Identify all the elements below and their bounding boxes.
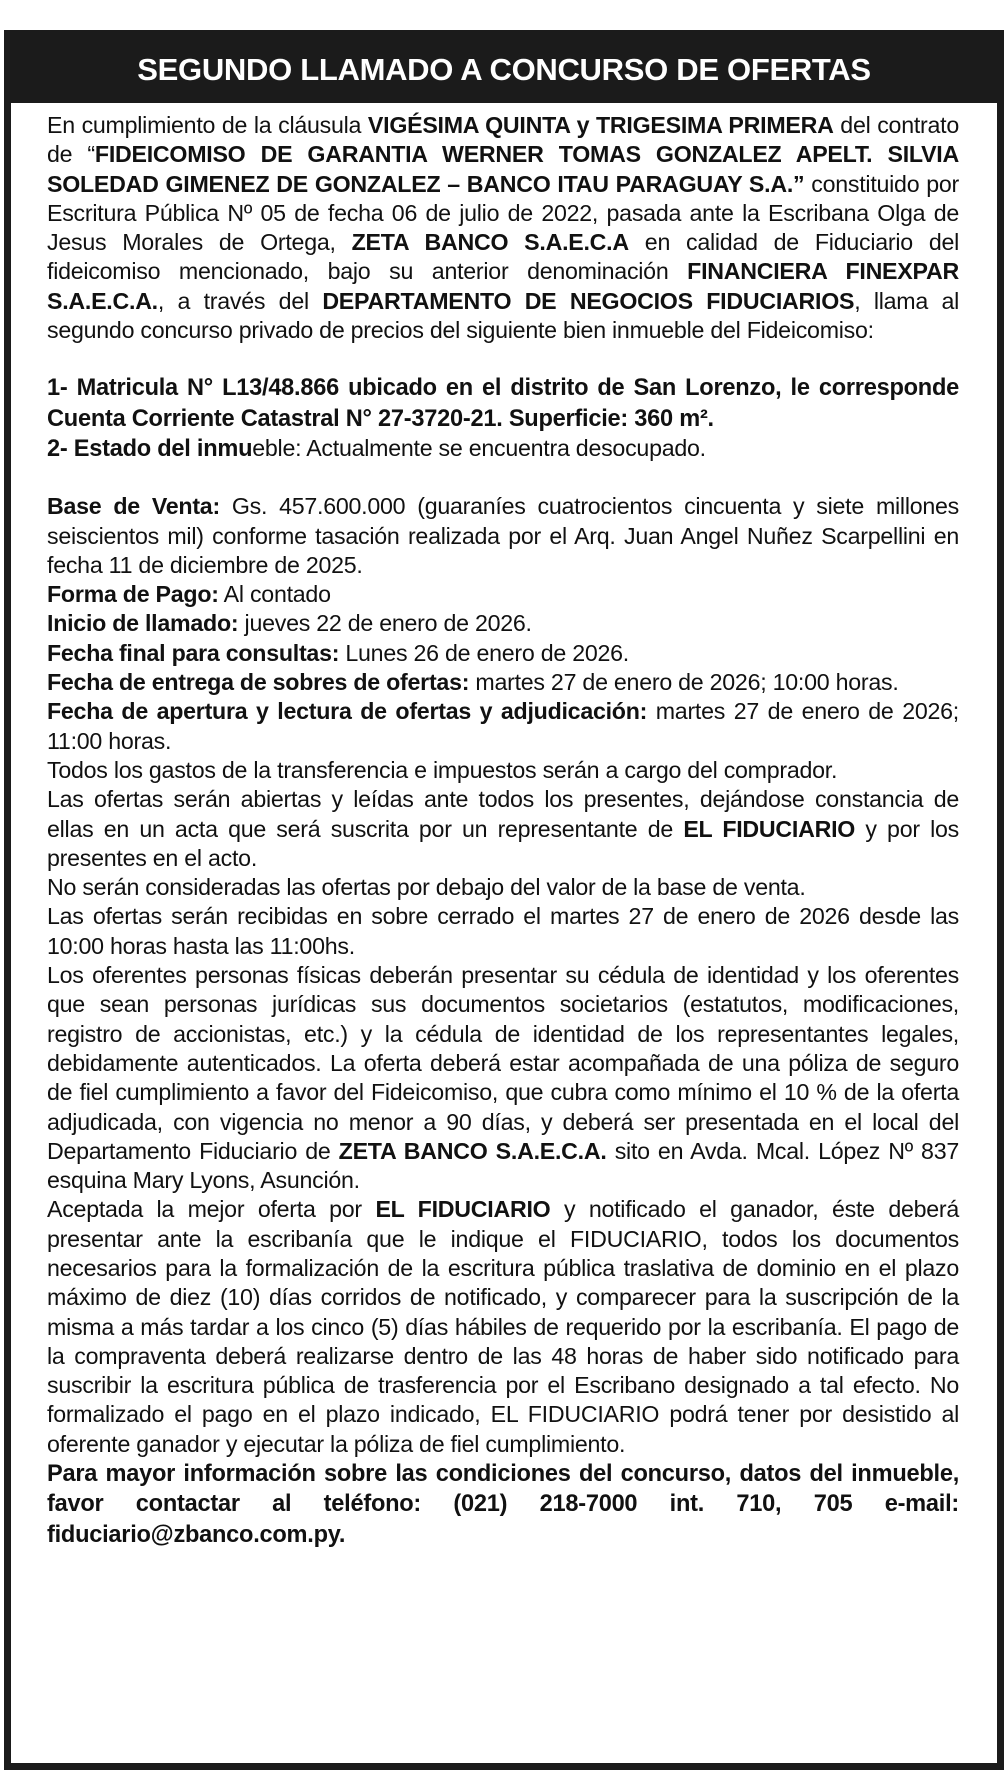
- field-value: jueves 22 de enero de 2026.: [238, 610, 532, 637]
- intro-text: constituido por Escritura Pública Nº 05 de fecha 06 de julio de 2022, pasada ante la Escribana Olga de Jesus Morales de Ortega,: [47, 170, 959, 256]
- fiduciary-name: EL FIDUCIARIO: [375, 1196, 551, 1223]
- delivery-date: [47, 668, 959, 697]
- note-text: y por los presentes en el acto.: [47, 815, 960, 871]
- opening-note: [47, 785, 959, 873]
- field-value: Lunes 26 de enero de 2026.: [339, 639, 629, 666]
- note-text: y notificado el ganador, éste deberá presentar ante la escribanía que le indique el FIDUCIARIO, todos los documentos necesarios para la formalización de la escritura pública traslativa de dominio en el plazo máximo de diez (10) días corridos de notificado, y comparecer para la suscripción de la misma a más tardar a los cinco (5) días hábiles de requerido por la escribanía. El pago de la compraventa deberá realizarse dentro de las 48 horas de haber sido notificado para suscribir la escritura pública de trasferencia por el Escribano designado a tal efecto. No formalizado el pago en el plazo indicado, EL FIDUCIARIO podrá tener por desistido al oferente ganador y ejecutar la póliza de fiel cumplimiento.: [47, 1196, 960, 1457]
- property-status-label: 2- Estado del inmu: [47, 435, 253, 462]
- intro-text: en calidad de Fiduciario del fideicomiso mencionado, bajo su anterior denominación: [47, 229, 960, 285]
- field-label: Fecha de entrega de sobres de ofertas:: [47, 669, 470, 696]
- payment-method: [47, 580, 959, 609]
- field-label: Fecha de apertura y lectura de ofertas y adjudicación:: [47, 698, 648, 725]
- intro-text: del contrato de “: [47, 112, 959, 168]
- field-value: martes 27 de enero de 2026; 10:00 horas.: [469, 669, 899, 696]
- contact-text: Para mayor información sobre las condiciones del concurso, datos del inmueble, favor contactar al teléfono: (021) 218-7000 int. 710, 705 e-mail: fiduciario@zbanco.com.py.: [47, 1461, 959, 1548]
- intro-text: , a través del: [157, 287, 323, 314]
- field-label: Inicio de llamado:: [47, 610, 239, 637]
- property-item-2: [47, 434, 959, 464]
- contact-info: [47, 1459, 959, 1550]
- field-label: Fecha final para consultas:: [47, 639, 340, 666]
- intro-clauses: VIGÉSIMA QUINTA y TRIGESIMA PRIMERA: [367, 112, 834, 138]
- field-value: Al contado: [218, 581, 331, 608]
- field-label: Forma de Pago:: [47, 581, 219, 608]
- note-text: Aceptada la mejor oferta por: [47, 1196, 376, 1223]
- property-item-1: [47, 373, 959, 434]
- department-name: DEPARTAMENTO DE NEGOCIOS FIDUCIARIOS: [322, 287, 855, 314]
- notice-title: SEGUNDO LLAMADO A CONCURSO DE OFERTAS: [11, 37, 997, 103]
- reception-note: Las ofertas serán recibidas en sobre cerrado el martes 27 de enero de 2026 desde las 10:00 horas hasta las 11:00hs.: [47, 903, 959, 959]
- bank-name: ZETA BANCO S.A.E.C.A.: [338, 1137, 607, 1164]
- field-value: Gs. 457.600.000 (guaraníes cuatrocientos cincuenta y siete millones seiscientos mil) conforme tasación realizada por el Arq. Juan Angel Nuñez Scarpellini en fecha 11 de diciembre de 2025.: [47, 493, 959, 578]
- fiduciary-name: EL FIDUCIARIO: [683, 815, 856, 842]
- base-price: [47, 492, 959, 580]
- former-name: FINANCIERA FINEXPAR S.A.E.C.A.: [47, 258, 959, 314]
- bidders-requirements: [47, 961, 959, 1195]
- opening-date: [47, 697, 959, 756]
- call-start: [47, 609, 959, 638]
- bank-name: ZETA BANCO S.A.E.C.A: [351, 229, 629, 256]
- property-status-text: eble: Actualmente se encuentra desocupado.: [252, 434, 706, 461]
- expenses-note: Todos los gastos de la transferencia e impuestos serán a cargo del comprador.: [47, 756, 838, 783]
- consult-deadline: [47, 639, 959, 668]
- note-text: sito en Avda. Mcal. López Nº 837 esquina Mary Lyons, Asunción.: [47, 1137, 959, 1194]
- trust-name: FIDEICOMISO DE GARANTIA WERNER TOMAS GONZALEZ APELT. SILVIA SOLEDAD GIMENEZ DE GONZALEZ – BANCO ITAU PARAGUAY S.A.”: [47, 141, 959, 197]
- intro-text: En cumplimiento de la cláusula: [47, 112, 368, 138]
- award-conditions: [47, 1195, 959, 1459]
- field-label: Base de Venta:: [47, 493, 220, 520]
- intro-paragraph: [47, 111, 959, 345]
- note-text: Los oferentes personas físicas deberán presentar su cédula de identidad y los oferentes que sean personas jurídicas sus documentos societarios (estatutos, modificaciones, registro de accionistas, etc.) y la cédula de identidad de los representantes legales, debidamente autenticados. La oferta deberá estar acompañada de una póliza de seguro de fiel cumplimiento a favor del Fideicomiso, que cubra como mínimo el 10 % de la oferta adjudicada, con vigencia no menor a 90 días, y deberá ser presentada en el local del Departamento Fiduciario de: [47, 962, 959, 1164]
- note-text: Las ofertas serán abiertas y leídas ante todos los presentes, dejándose constancia de ellas en un acta que será suscrita por un representante de: [47, 786, 959, 842]
- notice-frame: [4, 30, 1004, 1770]
- minimum-note: No serán consideradas las ofertas por debajo del valor de la base de venta.: [47, 874, 806, 901]
- intro-text: , llama al segundo concurso privado de precios del siguiente bien inmueble del Fideicomiso:: [47, 287, 959, 344]
- notice-body: [47, 111, 959, 1550]
- field-value: martes 27 de enero de 2026; 11:00 horas.: [47, 698, 959, 754]
- property-description: 1- Matricula N° L13/48.866 ubicado en el distrito de San Lorenzo, le corresponde Cuenta Corriente Catastral N° 27-3720-21. Superficie: 360 m².: [47, 375, 959, 432]
